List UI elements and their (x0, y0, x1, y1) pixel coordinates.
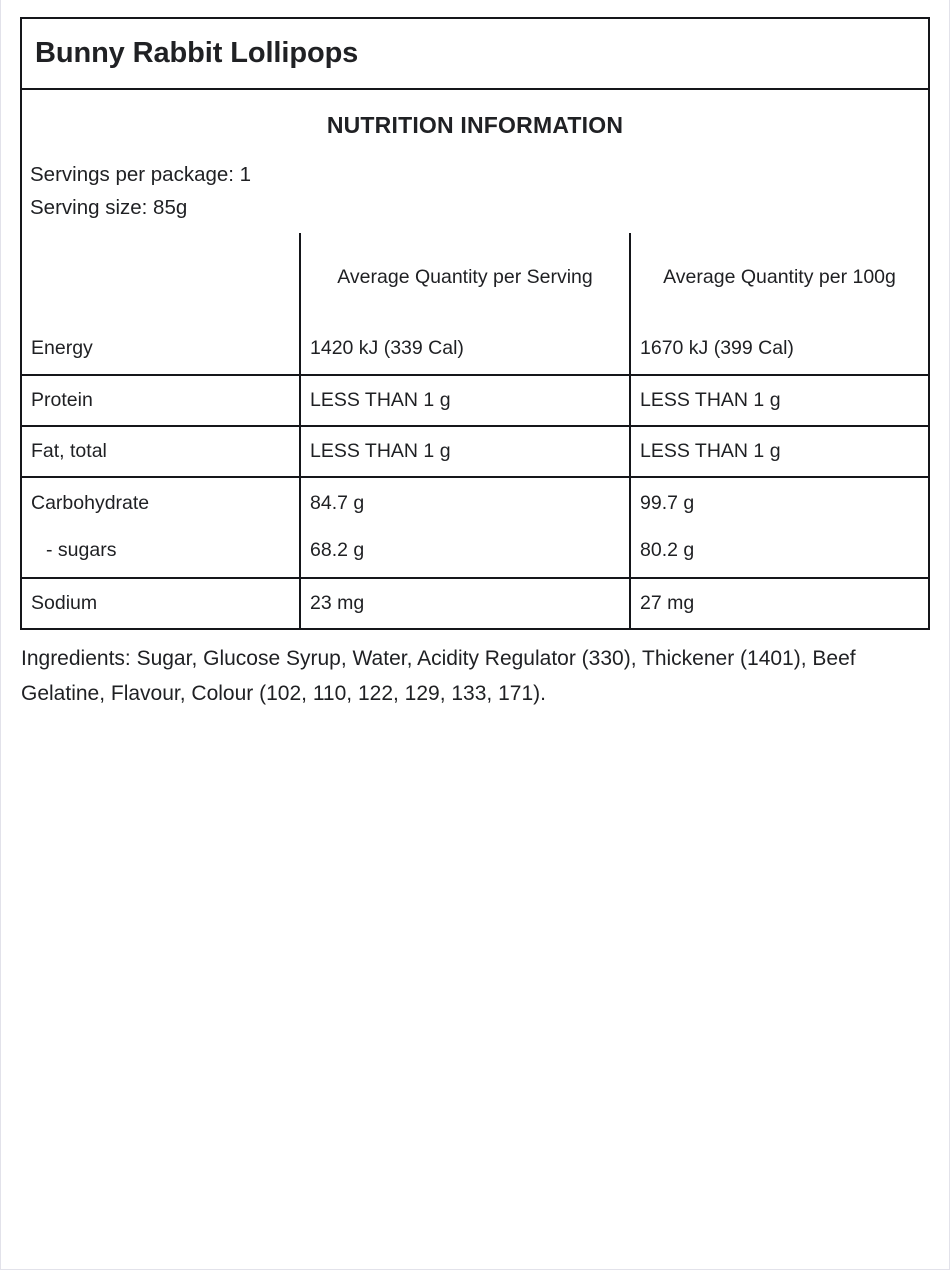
servings-per-package: Servings per package: 1 (30, 163, 252, 187)
nutrient-per-100g (630, 477, 928, 578)
nutrient-per-serving: LESS THAN 1 g (300, 426, 630, 477)
nutrient-per-serving: 23 mg (300, 578, 630, 628)
table-row (22, 477, 928, 578)
nutrient-per-100g: 27 mg (630, 578, 928, 628)
nutrient-per-100g: 1670 kJ (399 Cal) (630, 324, 928, 374)
nutrition-table (22, 233, 928, 628)
nutrient-name: Protein (22, 375, 300, 426)
table-row (22, 324, 928, 374)
ingredients-text: Ingredients: Sugar, Glucose Syrup, Water, Acidity Regulator (330), Thickener (1401), Beef Gelatine, Flavour, Colour (102, 110, 122, 129, 133, 171). (21, 647, 856, 705)
nutrient-name-sub: - sugars (46, 539, 117, 562)
nutrition-panel (20, 17, 930, 630)
nutrient-per-100g: LESS THAN 1 g (630, 426, 928, 477)
nutrient-per-serving (300, 477, 630, 578)
nutrient-name: Energy (22, 324, 300, 374)
column-header-nutrient (22, 233, 300, 324)
product-title: Bunny Rabbit Lollipops (35, 37, 359, 69)
table-row (22, 578, 928, 628)
table-header-row (22, 233, 928, 324)
nutrient-per-serving-main: 84.7 g (310, 492, 365, 515)
nutrient-per-serving: LESS THAN 1 g (300, 375, 630, 426)
nutrient-per-100g: LESS THAN 1 g (630, 375, 928, 426)
nutrient-per-100g-sub: 80.2 g (640, 539, 695, 562)
table-row (22, 426, 928, 477)
column-header-per-serving: Average Quantity per Serving (300, 233, 630, 324)
serving-size: Serving size: 85g (30, 195, 188, 219)
nutrient-name-main: Carbohydrate (31, 492, 150, 515)
table-body (22, 324, 928, 628)
table-header (22, 233, 928, 324)
nutrient-per-serving-sub: 68.2 g (310, 539, 365, 562)
column-header-per-100g: Average Quantity per 100g (630, 233, 928, 324)
nutrient-name: Sodium (22, 578, 300, 628)
nutrient-per-serving: 1420 kJ (339 Cal) (300, 324, 630, 374)
nutrient-per-100g-main: 99.7 g (640, 492, 695, 515)
servings-block (22, 159, 928, 233)
nutrient-name: Fat, total (22, 426, 300, 477)
nutrient-name (22, 477, 300, 578)
nutrition-information-heading: NUTRITION INFORMATION (326, 112, 624, 139)
table-row (22, 375, 928, 426)
